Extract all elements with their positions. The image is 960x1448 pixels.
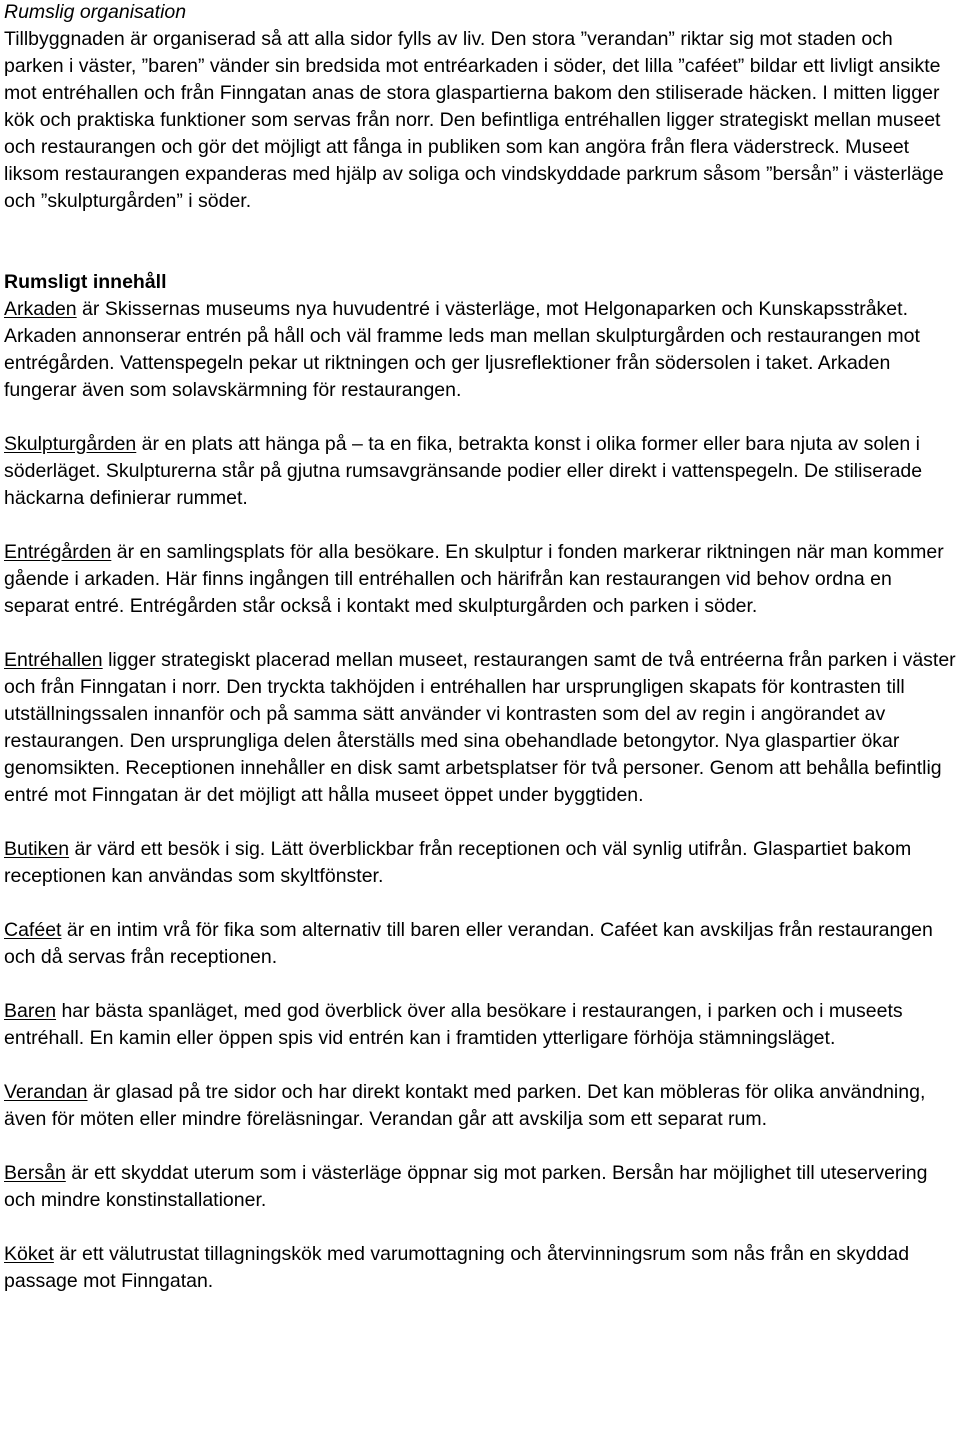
description-entrehallen: ligger strategiskt placerad mellan museet, restaurangen samt de två entréerna från parken i väster och från Finngatan i norr. Den tryckta takhöjden i entréhallen har ursprungligen skapats för kontrasten till utställningssalen innanför och på samma sätt använder vi kontrasten som del av regin i angörandet av restaurangen. Den ursprungliga delen återställs med sina obehandlade betongytor. Nya glaspartier ökar genomsikten. Receptionen innehåller en disk samt arbetsplatser för två personer. Genom att behålla befintlig entré mot Finngatan är det möjligt att hålla museet öppet under byggtiden. (4, 649, 956, 806)
paragraph-entrehallen (4, 647, 956, 809)
term-skulpturgarden: Skulpturgården (4, 433, 137, 455)
paragraph-bersan (4, 1160, 956, 1214)
term-entrehallen: Entréhallen (4, 649, 103, 671)
term-koket: Köket (4, 1243, 54, 1265)
description-koket: är ett välutrustat tillagningskök med varumottagning och återvinningsrum som nås från en skyddad passage mot Finngatan. (4, 1243, 910, 1292)
term-cafeet: Caféet (4, 919, 62, 941)
spacer (4, 512, 956, 539)
description-arkaden: är Skissernas museums nya huvudentré i västerläge, mot Helgonaparken och Kunskapsstråket. Arkaden annonserar entrén på håll och väl framme leds man mellan skulpturgården och restaurangen mot entrégården. Vattenspegeln pekar ut riktningen och ger ljusreflektioner från södersolen i taket. Arkaden fungerar även som solavskärmning för restaurangen. (4, 298, 920, 401)
spacer (4, 620, 956, 647)
description-bersan: är ett skyddat uterum som i västerläge öppnar sig mot parken. Bersån har möjlighet till uteservering och mindre konstinstallationer. (4, 1162, 928, 1211)
description-entregarden: är en samlingsplats för alla besökare. En skulptur i fonden markerar riktningen när man kommer gående i arkaden. Här finns ingången till entréhallen och härifrån kan restaurangen vid behov ordna en separat entré. Entrégården står också i kontakt med skulpturgården och parken i söder. (4, 541, 944, 617)
description-butiken: är värd ett besök i sig. Lätt överblickbar från receptionen och väl synlig utifrån. Glaspartiet bakom receptionen kan användas som skyltfönster. (4, 838, 912, 887)
description-cafeet: är en intim vrå för fika som alternativ till baren eller verandan. Caféet kan avskiljas från restaurangen och då servas från receptionen. (4, 919, 933, 968)
spacer (4, 404, 956, 431)
paragraph-skulpturgarden (4, 431, 956, 512)
document-page (4, 0, 956, 1295)
section-heading-rumsligt-innehall: Rumsligt innehåll (4, 271, 167, 293)
term-entregarden: Entrégården (4, 541, 112, 563)
paragraph-cafeet (4, 917, 956, 971)
paragraph-entregarden (4, 539, 956, 620)
paragraph-verandan (4, 1079, 956, 1133)
description-verandan: är glasad på tre sidor och har direkt kontakt med parken. Det kan möbleras för olika användning, även för möten eller mindre föreläsningar. Verandan går att avskilja som ett separat rum. (4, 1081, 926, 1130)
section-heading-rumslig-organisation: Rumslig organisation (4, 1, 187, 23)
description-skulpturgarden: är en plats att hänga på – ta en fika, betrakta konst i olika former eller bara njuta av solen i söderläget. Skulpturerna står på gjutna rumsavgränsande podier eller direkt i vattenspegeln. De stiliserade häckarna definierar rummet. (4, 433, 923, 509)
paragraph-baren (4, 998, 956, 1052)
spacer (4, 971, 956, 998)
term-baren: Baren (4, 1000, 57, 1022)
paragraph-arkaden (4, 296, 956, 404)
spacer (4, 1052, 956, 1079)
description-baren: har bästa spanläget, med god överblick över alla besökare i restaurangen, i parken och i museets entréhall. En kamin eller öppen spis vid entrén kan i framtiden ytterligare förhöja stämningsläget. (4, 1000, 903, 1049)
term-bersan: Bersån (4, 1162, 66, 1184)
paragraph-butiken (4, 836, 956, 890)
spacer (4, 809, 956, 836)
spacer (4, 890, 956, 917)
term-arkaden: Arkaden (4, 298, 77, 320)
term-butiken: Butiken (4, 838, 70, 860)
spacer (4, 1133, 956, 1160)
paragraph-rumslig-organisation: Tillbyggnaden är organiserad så att alla sidor fylls av liv. Den stora ”verandan” riktar sig mot staden och parken i väster, ”baren” vänder sin bredsida mot entréarkaden i söder, det lilla ”caféet” bildar ett livligt ansikte mot entréhallen och från Finngatan anas de stora glaspartierna bakom den stiliserade häcken. I mitten ligger kök och praktiska funktioner som servas från norr. Den befintliga entréhallen ligger strategiskt mellan museet och restaurangen och gör det möjligt att fånga in publiken som kan angöra från flera väderstreck. Museet liksom restaurangen expanderas med hjälp av soliga och vindskyddade parkrum såsom ”bersån” i västerläge och ”skulpturgården” i söder. (4, 28, 944, 212)
spacer (4, 215, 956, 269)
paragraph-koket (4, 1241, 956, 1295)
spacer (4, 1214, 956, 1241)
term-verandan: Verandan (4, 1081, 88, 1103)
